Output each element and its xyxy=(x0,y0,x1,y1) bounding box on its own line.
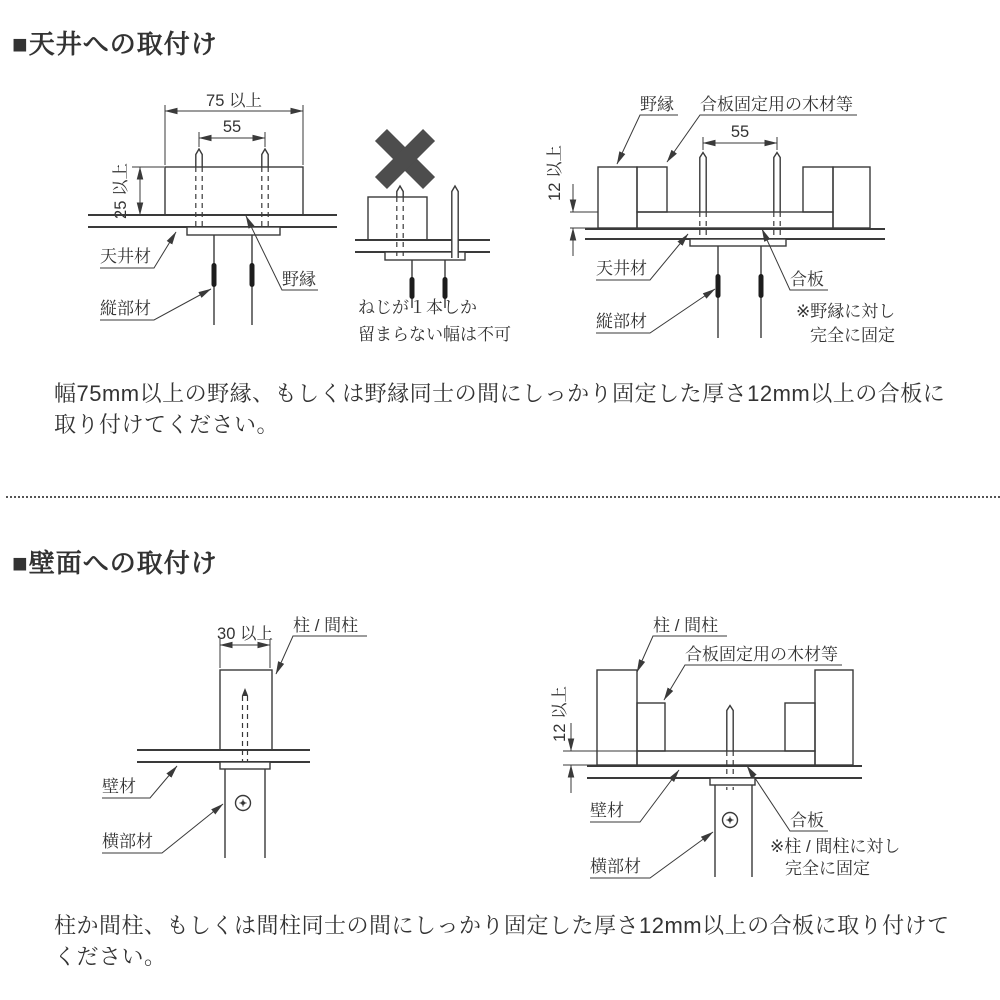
stud-label: 柱 / 間柱 xyxy=(293,616,359,635)
ng-caption-line2: 留まらない幅は不可 xyxy=(358,325,511,344)
wall-note-line2: ください。 xyxy=(54,944,167,969)
horizontal-member-label: 横部材 xyxy=(102,832,153,851)
mount-bracket xyxy=(690,239,786,246)
wall-stud-diagram xyxy=(90,610,370,880)
dim-thickness-label: 12 以上 xyxy=(551,686,569,742)
pole-clamp-right xyxy=(759,274,764,298)
ceiling-ng-diagram xyxy=(350,125,511,350)
fix-note-line2: 完全に固定 xyxy=(785,859,870,878)
wall-heading: ■壁面への取付け xyxy=(12,548,218,578)
dim-span-55 xyxy=(199,118,265,147)
ceiling-board-lines xyxy=(585,229,885,239)
wall-board-lines xyxy=(137,750,310,762)
horizontal-member-label: 横部材 xyxy=(590,857,641,876)
vertical-member-label: 縦部材 xyxy=(100,299,151,318)
dim-depth-25 xyxy=(111,163,164,219)
wall-material-label: 壁材 xyxy=(590,801,624,820)
ceiling-board-lines xyxy=(355,240,490,252)
ceiling-note xyxy=(54,378,954,440)
fixing-wood-label: 合板固定用の木材等 xyxy=(685,645,838,664)
dim-width-label: 30 以上 xyxy=(217,625,273,643)
fix-note-line2: 完全に固定 xyxy=(810,326,895,345)
fix-note-line1: ※野縁に対し xyxy=(796,302,896,321)
pole-clamp-left xyxy=(716,274,721,298)
ceiling-material-label: 天井材 xyxy=(100,247,151,266)
narrow-furring-beam xyxy=(368,197,427,240)
ng-caption-line1: ねじが１本しか xyxy=(358,298,477,317)
pole-clamp-left xyxy=(212,263,217,287)
labels xyxy=(102,766,223,853)
furring-strip-beam xyxy=(165,167,303,215)
dim-span-label: 55 xyxy=(730,123,750,141)
plywood-label: 合板 xyxy=(790,270,824,289)
ceiling-furring-diagram xyxy=(80,85,350,335)
wall-note xyxy=(54,910,954,972)
furring-label: 野縁 xyxy=(640,95,674,114)
dim-width-label: 75 以上 xyxy=(206,92,262,110)
mount-bracket xyxy=(187,227,280,235)
vertical-pole xyxy=(718,246,761,338)
stud-beam xyxy=(220,670,272,750)
horizontal-pole xyxy=(225,769,265,858)
vertical-member-label: 縦部材 xyxy=(596,312,647,331)
ng-cross-icon xyxy=(375,129,435,189)
horizontal-pole xyxy=(715,785,752,877)
vertical-pole xyxy=(214,235,252,325)
ceiling-note-line2: 取り付けてください。 xyxy=(54,412,280,437)
ceiling-note-line1: 幅75mm以上の野縁、もしくは野縁同士の間にしっかり固定した厚さ12mm以上の合板に xyxy=(54,381,946,406)
screw-head-icon xyxy=(236,796,251,811)
fix-note-line1: ※柱 / 間柱に対し xyxy=(770,837,901,856)
dim-thickness-label: 12 以上 xyxy=(546,145,564,201)
fixing-wood-label: 合板固定用の木材等 xyxy=(700,95,853,114)
plywood-panel xyxy=(637,212,833,228)
ceiling-heading: ■天井への取付け xyxy=(12,29,218,59)
mount-bracket xyxy=(220,762,270,769)
screws xyxy=(700,153,780,247)
screw xyxy=(242,688,248,767)
screw-head-icon xyxy=(723,813,738,828)
dim-thickness-12 xyxy=(550,686,637,793)
screws xyxy=(196,149,268,235)
plywood-label: 合板 xyxy=(790,811,824,830)
furring-label: 野縁 xyxy=(282,270,316,289)
pole-clamp-right xyxy=(250,263,255,287)
ceiling-plywood-diagram xyxy=(540,88,910,350)
dim-span-55 xyxy=(703,123,777,150)
wall-plywood-diagram xyxy=(545,610,915,885)
wall-board-lines xyxy=(587,766,862,778)
dim-depth-label: 25 以上 xyxy=(112,163,130,219)
section-divider xyxy=(6,496,1000,498)
mount-bracket xyxy=(710,778,755,785)
wood-blocks xyxy=(598,167,870,228)
wall-material-label: 壁材 xyxy=(102,777,136,796)
stud-label: 柱 / 間柱 xyxy=(653,616,719,635)
wall-note-line1: 柱か間柱、もしくは間柱同士の間にしっかり固定した厚さ12mm以上の合板に取り付けて xyxy=(54,913,950,938)
dim-span-label: 55 xyxy=(222,118,242,136)
ceiling-material-label: 天井材 xyxy=(596,259,647,278)
plywood-panel xyxy=(637,751,815,765)
dim-width-30 xyxy=(217,624,273,668)
top-labels xyxy=(637,616,842,700)
